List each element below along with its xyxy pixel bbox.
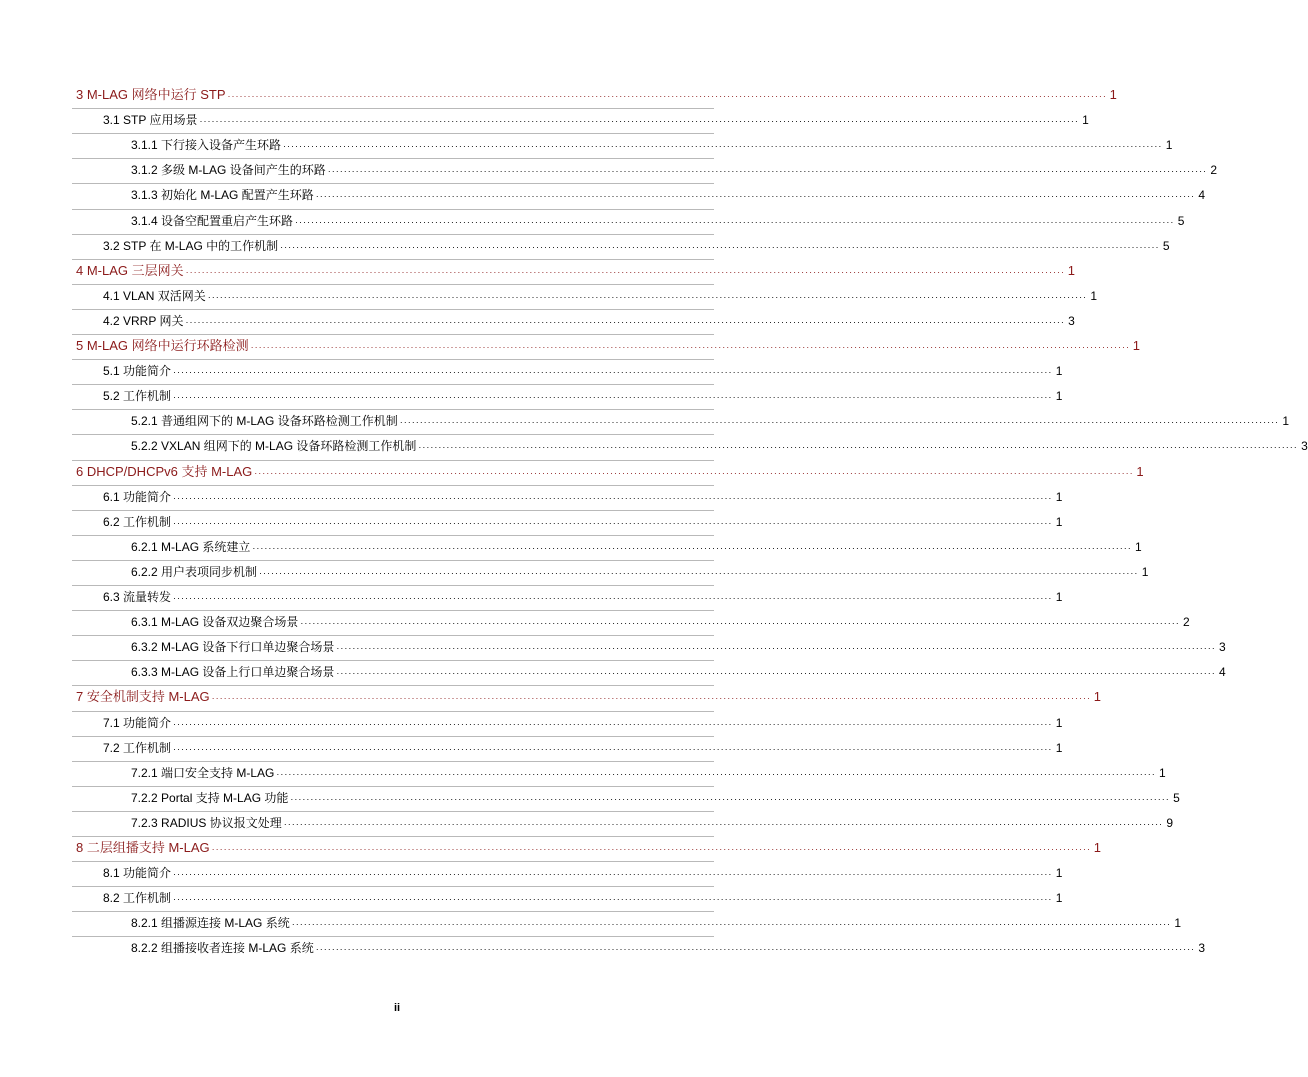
toc-dot-leader: ···························································································································································································································· (280, 241, 1160, 252)
toc-entry[interactable] (131, 186, 1206, 204)
toc-separator (72, 936, 714, 937)
toc-entry-title: 3.2 STP 在 M-LAG 中的工作机制 (103, 238, 279, 253)
toc-entry-title: 3.1.3 初始化 M-LAG 配置产生环路 (131, 188, 314, 203)
toc-separator (72, 585, 714, 586)
toc-separator (72, 108, 714, 109)
toc-dot-leader: ···························································································································································································································· (173, 869, 1053, 880)
toc-entry-page: 1 (1055, 590, 1063, 604)
toc-dot-leader: ···························································································································································································································· (173, 743, 1053, 754)
toc-entry[interactable] (103, 739, 1063, 757)
toc-entry-title: 8 二层组播支持 M-LAG (76, 840, 210, 855)
toc-separator (72, 158, 714, 159)
toc-separator (72, 635, 714, 636)
toc-entry[interactable] (76, 688, 1101, 706)
toc-entry[interactable] (103, 362, 1063, 380)
toc-entry-page: 3 (1198, 941, 1206, 956)
toc-entry[interactable] (131, 613, 1190, 631)
page-number: ii (393, 1002, 401, 1014)
toc-entry-page: 5 (1162, 238, 1170, 253)
toc-entry-title: 4 M-LAG 三层网关 (76, 262, 184, 278)
toc-entry[interactable] (131, 789, 1180, 807)
toc-separator (72, 861, 714, 862)
toc-dot-leader: ···························································································································································································································· (250, 342, 1130, 352)
toc-entry[interactable] (131, 538, 1142, 556)
toc-entry[interactable] (131, 212, 1185, 230)
toc-entry-title: 7.2.2 Portal 支持 M-LAG 功能 (131, 790, 289, 805)
toc-separator (72, 485, 714, 486)
toc-separator (72, 209, 714, 210)
toc-entry-title: 6.2.2 用户表项同步机制 (131, 564, 258, 579)
toc-entry-page: 5 (1173, 790, 1180, 805)
toc-separator (72, 384, 714, 385)
toc-entry[interactable] (131, 412, 1290, 430)
toc-entry-title: 5 M-LAG 网络中运行环路检测 (76, 338, 249, 353)
toc-dot-leader: ···························································································································································································································· (252, 542, 1132, 553)
toc-dot-leader: ···························································································································································································································· (173, 894, 1053, 905)
toc-entry-page: 1 (1141, 564, 1149, 579)
toc-entry-title: 4.1 VLAN 双活网关 (103, 288, 206, 303)
toc-entry-page: 4 (1198, 188, 1206, 203)
toc-dot-leader: ···························································································································································································································· (315, 191, 1196, 202)
toc-entry-page: 3 (1219, 640, 1226, 655)
toc-separator (72, 560, 714, 561)
toc-dot-leader: ···························································································································································································································· (295, 216, 1175, 227)
toc-entry-title: 8.2.2 组播接收者连接 M-LAG 系统 (131, 941, 314, 956)
toc-entry-title: 7.1 功能简介 (103, 715, 172, 730)
toc-entry[interactable] (131, 563, 1149, 581)
toc-separator (72, 460, 714, 461)
toc-dot-leader: ···························································································································································································································· (336, 643, 1216, 654)
toc-entry-page: 1 (1082, 113, 1089, 128)
toc-entry[interactable] (103, 111, 1089, 129)
toc-entry[interactable] (76, 463, 1144, 481)
toc-entry-title: 3.1.1 下行接入设备产生环路 (131, 138, 282, 153)
toc-separator (72, 886, 714, 887)
toc-dot-leader: ···························································································································································································································· (173, 492, 1053, 503)
toc-entry-page: 1 (1109, 87, 1117, 102)
toc-separator (72, 660, 714, 661)
toc-entry[interactable] (131, 437, 1308, 455)
toc-entry-page: 3 (1068, 313, 1075, 328)
toc-entry[interactable] (131, 161, 1218, 179)
toc-entry[interactable] (103, 714, 1063, 732)
toc-dot-leader: ···························································································································································································································· (185, 316, 1065, 327)
toc-entry-page: 1 (1055, 389, 1063, 404)
toc-dot-leader: ···························································································································································································································· (300, 618, 1180, 629)
toc-separator (72, 284, 714, 285)
toc-entry[interactable] (76, 337, 1140, 355)
toc-entry-page: 5 (1177, 213, 1185, 228)
toc-entry-page: 1 (1159, 765, 1166, 780)
toc-separator (72, 133, 714, 134)
toc-entry[interactable] (103, 488, 1063, 506)
toc-entry-title: 5.2 工作机制 (103, 389, 172, 404)
toc-entry-title: 7.2.3 RADIUS 协议报文处理 (131, 815, 282, 830)
toc-entry-page: 1 (1055, 364, 1063, 379)
toc-entry-page: 1 (1055, 891, 1063, 906)
toc-entry[interactable] (131, 638, 1226, 656)
toc-dot-leader: ···························································································································································································································· (290, 793, 1170, 804)
toc-separator (72, 610, 714, 611)
toc-dot-leader: ···························································································································································································································· (327, 166, 1208, 177)
toc-entry-page: 1 (1093, 840, 1101, 855)
toc-entry[interactable] (103, 889, 1063, 907)
toc-entry-title: 7.2.1 端口安全支持 M-LAG (131, 765, 275, 780)
toc-entry-title: 5.2.1 普通组网下的 M-LAG 设备环路检测工作机制 (131, 414, 398, 429)
toc-entry-title: 8.1 功能简介 (103, 866, 172, 881)
toc-entry-page: 3 (1301, 439, 1308, 454)
toc-entry-title: 8.2 工作机制 (103, 891, 172, 906)
toc-entry[interactable] (103, 513, 1063, 531)
toc-entry[interactable] (103, 287, 1098, 305)
toc-separator (72, 685, 714, 686)
toc-entry-title: 8.2.1 组播源连接 M-LAG 系统 (131, 916, 290, 931)
toc-dot-leader: ···························································································································································································································· (291, 919, 1172, 930)
toc-entry-page: 1 (1282, 414, 1290, 429)
toc-dot-leader: ···························································································································································································································· (283, 141, 1163, 152)
toc-dot-leader: ···························································································································································································································· (173, 517, 1053, 528)
toc-entry-page: 1 (1136, 463, 1144, 479)
toc-dot-leader: ···························································································································································································································· (185, 266, 1065, 277)
toc-entry[interactable] (103, 864, 1063, 882)
toc-entry-title: 6.2.1 M-LAG 系统建立 (131, 539, 251, 554)
toc-entry-title: 3.1 STP 应用场景 (103, 113, 198, 128)
toc-entry-page: 2 (1210, 163, 1218, 178)
toc-dot-leader: ···························································································································································································································· (336, 668, 1216, 679)
toc-entry-title: 3 M-LAG 网络中运行 STP (76, 87, 226, 102)
toc-entry-page: 1 (1093, 689, 1101, 705)
toc-entry-page: 1 (1165, 138, 1173, 153)
toc-entry-page: 1 (1135, 539, 1142, 554)
toc-entry-page: 1 (1055, 740, 1063, 755)
toc-entry[interactable] (103, 588, 1063, 606)
toc-entry-title: 6.3.1 M-LAG 设备双边聚合场景 (131, 615, 299, 630)
toc-dot-leader: ···························································································································································································································· (259, 567, 1139, 578)
toc-dot-leader: ···························································································································································································································· (254, 467, 1134, 478)
toc-entry[interactable] (76, 839, 1101, 857)
toc-dot-leader: ···························································································································································································································· (173, 593, 1053, 603)
toc-separator (72, 836, 714, 837)
toc-dot-leader: ···························································································································································································································· (211, 693, 1091, 704)
toc-separator (72, 309, 714, 310)
toc-separator (72, 535, 714, 536)
toc-entry[interactable] (76, 262, 1075, 280)
toc-dot-leader: ···························································································································································································································· (173, 367, 1053, 378)
toc-entry-title: 6 DHCP/DHCPv6 支持 M-LAG (76, 463, 253, 479)
toc-entry-title: 3.1.2 多级 M-LAG 设备间产生的环路 (131, 163, 326, 178)
toc-entry-page: 2 (1183, 615, 1190, 630)
toc-separator (72, 786, 714, 787)
toc-dot-leader: ···························································································································································································································· (207, 291, 1088, 302)
toc-entry[interactable] (76, 86, 1117, 104)
toc-dot-leader: ···························································································································································································································· (399, 417, 1280, 428)
toc-dot-leader: ···························································································································································································································· (315, 944, 1196, 955)
toc-entry[interactable] (131, 814, 1174, 832)
toc-entry-page: 1 (1055, 715, 1063, 730)
toc-entry-title: 3.1.4 设备空配置重启产生环路 (131, 213, 294, 228)
toc-entry-title: 5.1 功能简介 (103, 364, 172, 379)
toc-entry[interactable] (131, 939, 1206, 957)
toc-separator (72, 711, 714, 712)
toc-entry[interactable] (103, 237, 1170, 255)
toc-separator (72, 510, 714, 511)
toc-entry-page: 1 (1067, 262, 1075, 278)
toc-dot-leader: ···························································································································································································································· (173, 392, 1053, 403)
toc-entry-page: 1 (1055, 489, 1063, 504)
toc-entry-page: 1 (1055, 514, 1063, 529)
toc-entry-title: 5.2.2 VXLAN 组网下的 M-LAG 设备环路检测工作机制 (131, 439, 417, 454)
toc-entry-page: 1 (1174, 916, 1182, 931)
toc-entry-page: 4 (1219, 665, 1226, 680)
toc-entry[interactable] (103, 387, 1063, 405)
toc-entry-title: 6.2 工作机制 (103, 514, 172, 529)
toc-entry[interactable] (131, 914, 1182, 932)
toc-separator (72, 334, 714, 335)
toc-dot-leader: ···························································································································································································································· (199, 116, 1079, 127)
toc-separator (72, 811, 714, 812)
toc-entry[interactable] (103, 312, 1075, 330)
toc-entry-title: 7 安全机制支持 M-LAG (76, 689, 210, 705)
toc-entry[interactable] (131, 136, 1173, 154)
toc-separator (72, 234, 714, 235)
toc-separator (72, 761, 714, 762)
toc-entry-title: 6.3.2 M-LAG 设备下行口单边聚合场景 (131, 640, 335, 655)
toc-separator (72, 911, 714, 912)
toc-dot-leader: ···························································································································································································································· (227, 91, 1107, 101)
toc-dot-leader: ···························································································································································································································· (283, 818, 1164, 829)
toc-entry-title: 7.2 工作机制 (103, 740, 172, 755)
toc-separator (72, 736, 714, 737)
toc-separator (72, 183, 714, 184)
toc-entry-page: 1 (1132, 338, 1140, 353)
toc-separator (72, 359, 714, 360)
toc-entry-page: 1 (1055, 866, 1063, 881)
toc-entry[interactable] (131, 663, 1226, 681)
toc-separator (72, 434, 714, 435)
toc-dot-leader: ···························································································································································································································· (211, 844, 1091, 854)
toc-entry-page: 9 (1166, 815, 1174, 830)
toc-dot-leader: ···························································································································································································································· (276, 768, 1156, 779)
toc-separator (72, 409, 714, 410)
toc-separator (72, 259, 714, 260)
toc-entry-title: 6.3 流量转发 (103, 590, 172, 604)
toc-entry-title: 6.1 功能简介 (103, 489, 172, 504)
toc-entry-page: 1 (1090, 288, 1098, 303)
toc-dot-leader: ···························································································································································································································· (173, 718, 1053, 729)
toc-entry[interactable] (131, 764, 1166, 782)
toc-entry-title: 4.2 VRRP 网关 (103, 313, 184, 328)
toc-dot-leader: ···························································································································································································································· (418, 442, 1298, 453)
toc-entry-title: 6.3.3 M-LAG 设备上行口单边聚合场景 (131, 665, 335, 680)
